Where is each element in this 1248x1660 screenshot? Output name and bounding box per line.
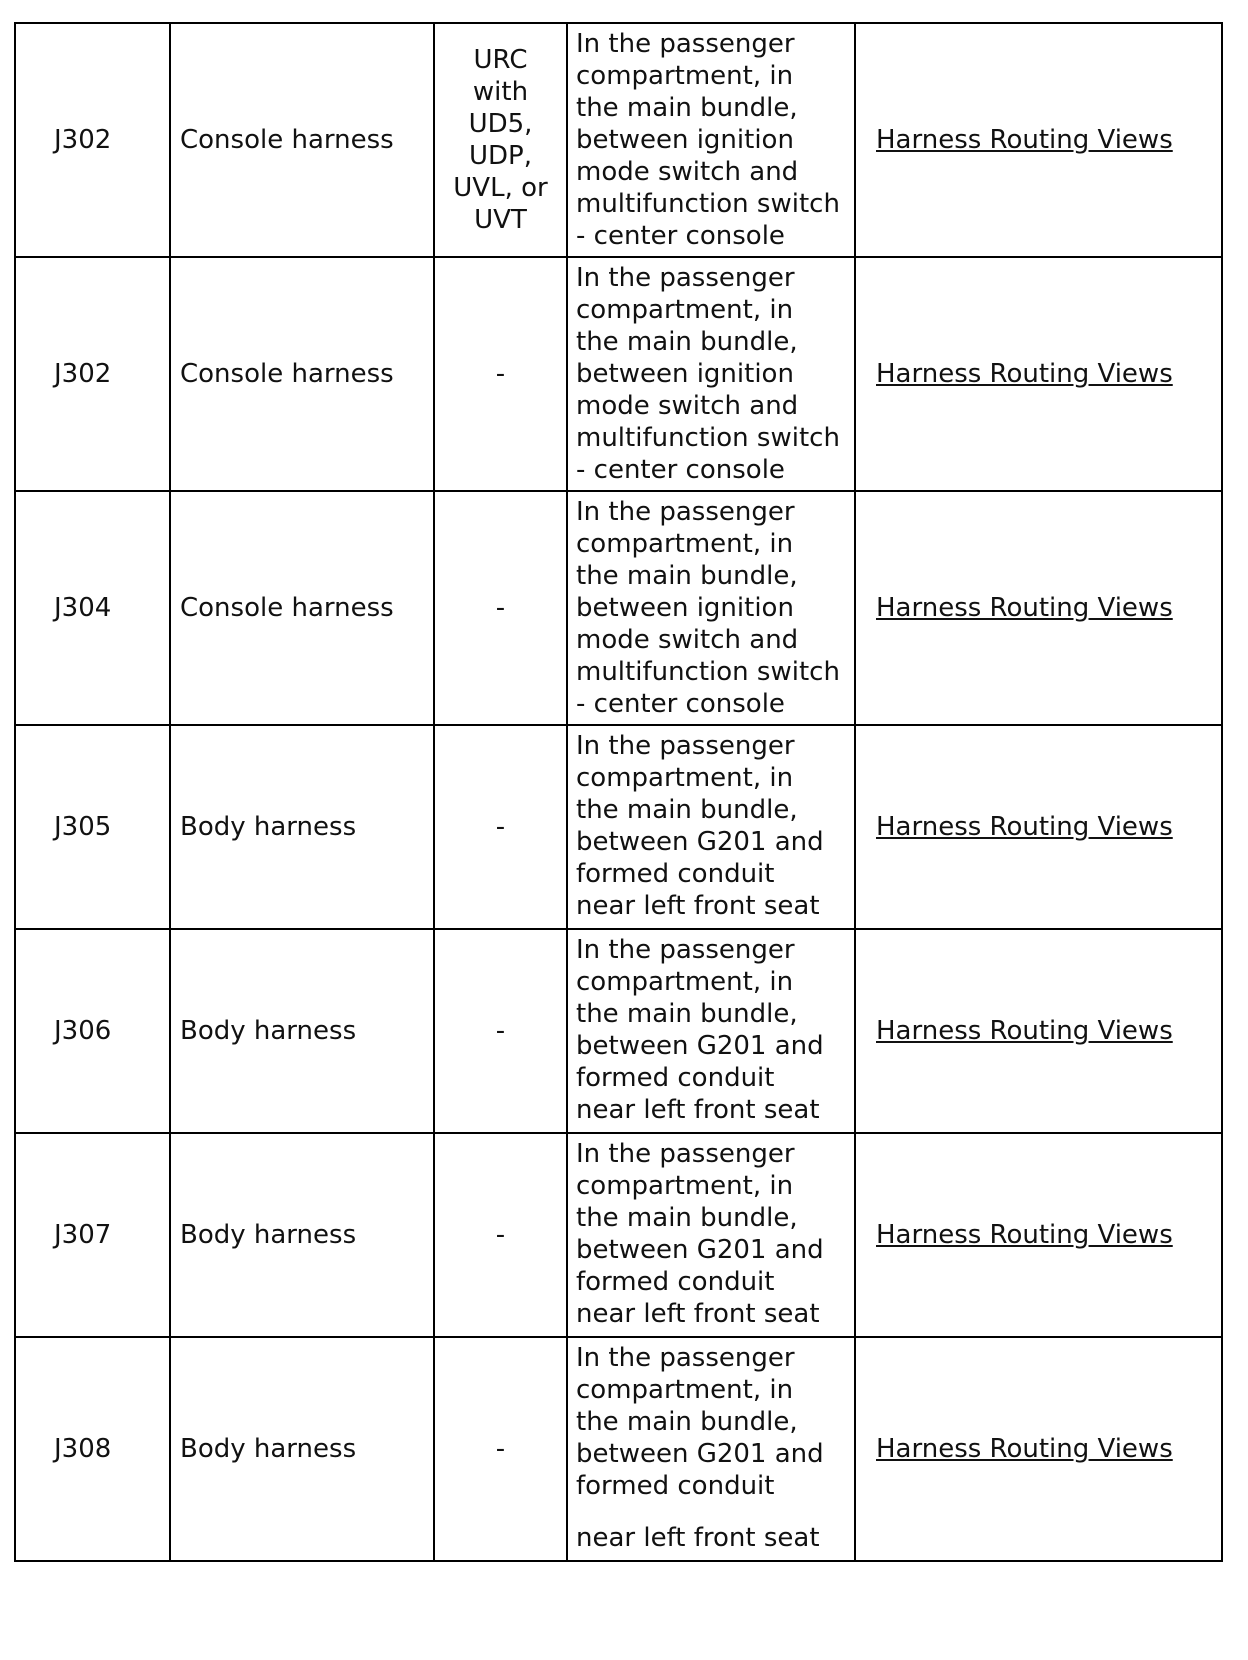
option-code [434, 1337, 567, 1561]
harness-name: Body harness [170, 1337, 434, 1561]
harness-routing-views-link[interactable]: Harness Routing Views [876, 1016, 1173, 1046]
location-text: In the passenger compartment, in the main bundle, between G201 and formed conduit [576, 1343, 824, 1501]
location-description [567, 491, 855, 725]
table-row [15, 725, 1222, 929]
location-description [567, 1337, 855, 1561]
splice-id: J307 [15, 1133, 170, 1337]
harness-name: Body harness [170, 725, 434, 929]
harness-name: Body harness [170, 929, 434, 1133]
splice-id: J302 [15, 257, 170, 491]
harness-routing-views-link[interactable]: Harness Routing Views [876, 1220, 1173, 1250]
option-code [434, 491, 567, 725]
option-code [434, 1133, 567, 1337]
location-description [567, 23, 855, 257]
option-code [434, 929, 567, 1133]
harness-routing-views-cell [855, 23, 1222, 257]
harness-routing-views-cell [855, 1337, 1222, 1561]
table-row [15, 491, 1222, 725]
harness-routing-views-cell [855, 929, 1222, 1133]
harness-routing-views-link[interactable]: Harness Routing Views [876, 1434, 1173, 1464]
splice-id: J304 [15, 491, 170, 725]
option-text: - [495, 1016, 506, 1046]
location-text: In the passenger compartment, in the main bundle, between G201 and formed conduit near left front seat [576, 1139, 824, 1329]
table-row [15, 1133, 1222, 1337]
option-code [434, 257, 567, 491]
option-text: - [495, 1220, 506, 1250]
harness-name: Console harness [170, 491, 434, 725]
location-text: In the passenger compartment, in the main bundle, between ignition mode switch and multifunction switch - center console [576, 497, 840, 719]
splice-id: J302 [15, 23, 170, 257]
option-text: - [495, 1434, 506, 1464]
location-text: In the passenger compartment, in the main bundle, between ignition mode switch and multifunction switch - center console [576, 29, 840, 251]
option-code [434, 23, 567, 257]
location-text: In the passenger compartment, in the main bundle, between G201 and formed conduit near left front seat [576, 935, 824, 1125]
splice-id: J308 [15, 1337, 170, 1561]
harness-name: Console harness [170, 23, 434, 257]
harness-name: Console harness [170, 257, 434, 491]
harness-routing-views-cell [855, 1133, 1222, 1337]
location-description [567, 257, 855, 491]
location-text: In the passenger compartment, in the main bundle, between G201 and formed conduit near left front seat [576, 731, 824, 921]
option-text: URC with UD5, UDP, UVL, or UVT [453, 45, 548, 235]
table-row [15, 929, 1222, 1133]
table-row [15, 257, 1222, 491]
location-text-continued: near left front seat [576, 1523, 820, 1553]
option-code [434, 725, 567, 929]
location-description [567, 725, 855, 929]
option-text: - [495, 812, 506, 842]
table-row [15, 1337, 1222, 1561]
harness-routing-views-cell [855, 725, 1222, 929]
harness-name: Body harness [170, 1133, 434, 1337]
harness-routing-views-link[interactable]: Harness Routing Views [876, 812, 1173, 842]
harness-routing-views-link[interactable]: Harness Routing Views [876, 125, 1173, 155]
harness-routing-views-cell [855, 491, 1222, 725]
harness-routing-views-link[interactable]: Harness Routing Views [876, 359, 1173, 389]
splice-id: J306 [15, 929, 170, 1133]
harness-routing-views-cell [855, 257, 1222, 491]
location-text: In the passenger compartment, in the main bundle, between ignition mode switch and multifunction switch - center console [576, 263, 840, 485]
splice-id: J305 [15, 725, 170, 929]
location-description [567, 1133, 855, 1337]
splice-pack-table [14, 22, 1223, 1562]
option-text: - [495, 359, 506, 389]
option-text: - [495, 593, 506, 623]
harness-routing-views-link[interactable]: Harness Routing Views [876, 593, 1173, 623]
location-description [567, 929, 855, 1133]
table-row [15, 23, 1222, 257]
